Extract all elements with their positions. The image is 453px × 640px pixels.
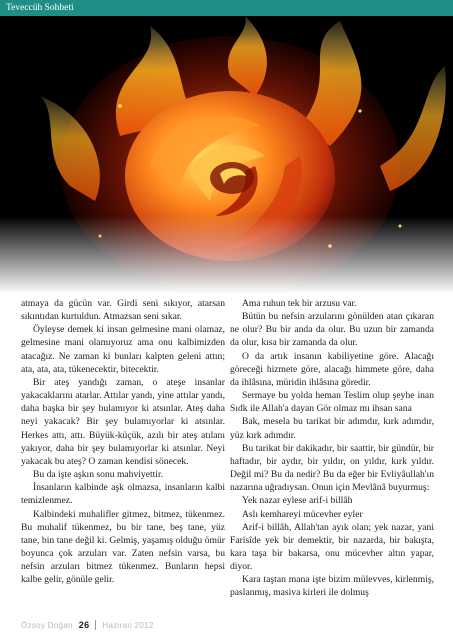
paragraph: Aslı kemhareyi mücevher eyler bbox=[242, 508, 363, 520]
paragraph: Bu tarikat bir dakikadır, bir saattir, bir gündür, bir haftadır, bir aydır, bir yıldır, on yıldır, kırk yıldır. Değil mi? Bu da nedir? Bu da eğer bir Evliyâullah'ın nazarına uğradıysan. Onun için Mevlânâ buyurmuş: bbox=[230, 442, 434, 494]
paragraph: Bu da işte aşkın sonu mahviyettir. bbox=[33, 469, 164, 481]
right-text-column bbox=[230, 297, 434, 600]
burning-rose-image bbox=[0, 16, 453, 294]
paragraph: Kara taştan mana işte bizim mülevves, kirlenmiş, paslanmış, masiva kirleri ile dolmuş bbox=[230, 574, 434, 599]
paragraph: Öyleyse demek ki insan gelmesine mani olamaz, gelmesine mani olamıyoruz ama onu kalbimizden atacağız. Ne zaman ki bunları kalpten geleni attın; ata, ata, ata, tükenecektir, bitecektir. bbox=[21, 324, 225, 375]
paragraph: Bütün bu nefsin arzularını gönülden atan çıkaran ne olur? Bu bir anda da olur. Bu uzun bir zamanda da olur, kısa bir zamanda da olur. bbox=[230, 311, 434, 349]
section-title: Teveccüh Sohbeti bbox=[6, 3, 74, 13]
paragraph: Arif-i billâh, Allah'tan ayık olan; yek nazar, yani Farisîde yek bir demektir, bir nazarda, bir bakışta, kara taşa bir bakarsa, onu mücevher altın yapar, diyor. bbox=[230, 521, 434, 573]
paragraph: Bir ateş yandığı zaman, o ateşe insanlar yakacaklarını atarlar. Attılar yandı, yine attılar yandı, daha başka bir şey bulamıyor ki atsınlar. Ateş daha neyi yakacak? Bir şey bulamıyorlar ki atsınlar. Herkes attı, attı. Büyük-küçük, azılı bir ateş atılanı yakıyor, daha bir şey bulamıyorlar ki atsınlar. Neyi yakacak bu ateş? O zaman kendisi sönecek. bbox=[21, 376, 225, 467]
header-bar bbox=[0, 0, 453, 16]
issue-date: Haziran 2012 bbox=[102, 620, 154, 630]
paragraph: Sermaye bu yolda heman Teslim olup şeyhe inan Sıdk ile Allah'a dayan Gör olmaz mı ihsan sana bbox=[230, 390, 434, 415]
paragraph: İnsanların kalbinde aşk olmazsa, insanların kalbi temizlenmez. bbox=[21, 482, 225, 507]
page-number: 26 bbox=[79, 620, 97, 630]
paragraph: Ama ruhun tek bir arzusu var. bbox=[242, 298, 357, 309]
left-text-column bbox=[21, 297, 225, 586]
paragraph: Bak, mesela bu tarikat bir adımdır, kırk adımdır, yüz kırk adımdır. bbox=[230, 416, 434, 441]
page-footer bbox=[21, 618, 154, 632]
paragraph: Yek nazar eylese arif-i billâh bbox=[242, 495, 353, 507]
magazine-name: Özsoy Doğan bbox=[21, 620, 73, 630]
paragraph: Kalbindeki muhalifler gitmez, bitmez, tükenmez. Bu muhalif tükenmez, bu bir tane, beş tane, yüz tane, bin tane değil ki. Gelmiş, yaşamış olduğu ömür boyunca çok arzuları var. Zaten nefsin varsa, bu nefsin arzuları bitmez tükenmez. Bunların hepsi kalbe gelir, gönüle gelir. bbox=[21, 508, 225, 586]
paragraph: O da artık insanın kabiliyetine göre. Alacağı göreceği hizmete göre, alacağı himmete göre, daha da ihlâsına, müridin ihlâsına göredir. bbox=[230, 350, 434, 388]
paragraph: atmaya da gücün var. Girdi seni sıkıyor, atarsan sıkıntıdan kurtuldun. Atmazsan seni sıkar. bbox=[21, 298, 225, 323]
